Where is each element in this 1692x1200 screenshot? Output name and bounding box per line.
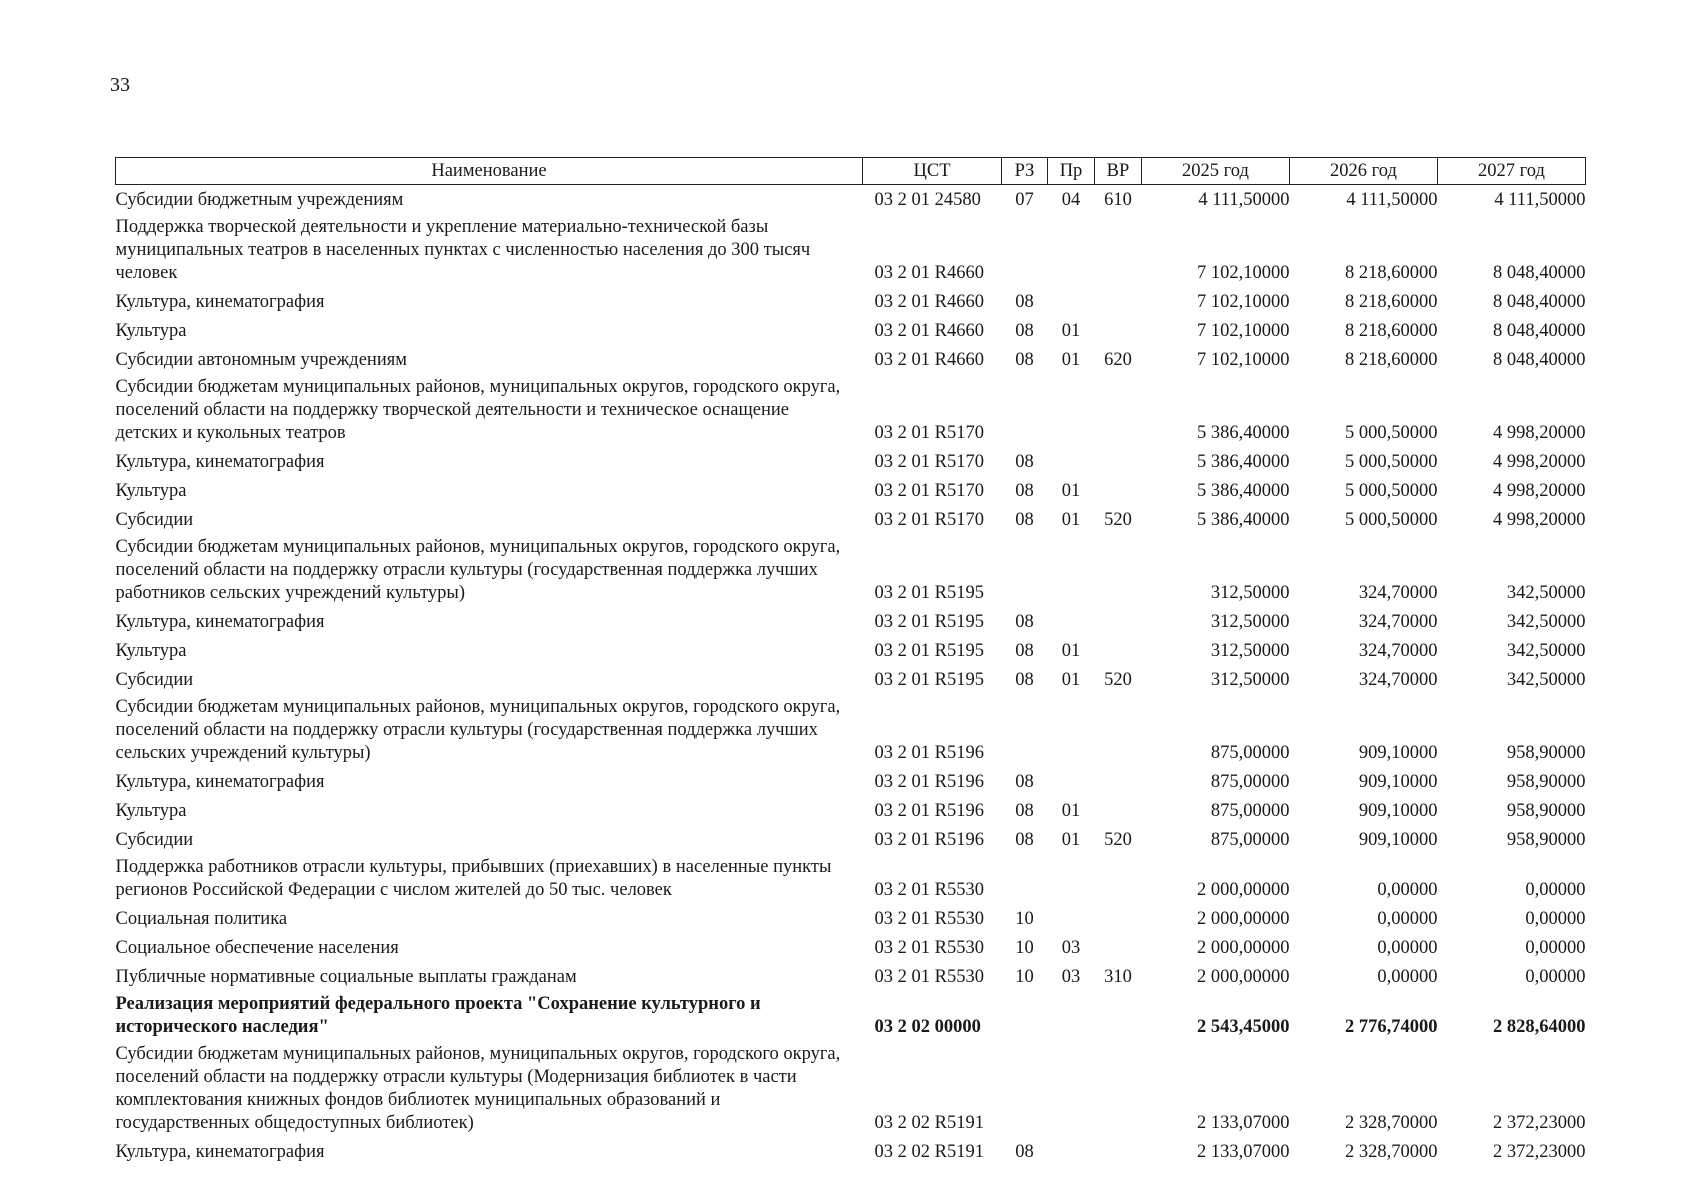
table-row [116,962,1586,991]
cell-2027: 4 998,20000 [1493,509,1586,530]
cell-vr [1095,447,1142,476]
cell-pr: 04 [1061,189,1081,210]
cell-rz: 08 [1015,509,1034,530]
cell-cst: 03 2 01 R5170 [874,509,984,530]
cell-2025: 7 102,10000 [1197,262,1290,283]
page-number: 33 [110,74,130,96]
cell-2027: 342,50000 [1506,582,1586,603]
cell-pr [1048,214,1095,287]
cell-name: Культура, кинематография [115,1141,325,1162]
cell-vr [1095,1137,1142,1166]
cell-name: Поддержка творческой деятельности и укрепление материально-технической базы муниципальных театров в населенных пунктах с численностью населения до 300 тысяч человек [115,216,811,283]
cell-rz: 08 [1015,800,1034,821]
cell-2025: 2 000,00000 [1197,937,1290,958]
cell-2026: 0,00000 [1377,879,1438,900]
cell-pr: 01 [1061,669,1081,690]
cell-2025: 2 133,07000 [1197,1112,1290,1133]
cell-2027: 342,50000 [1506,640,1586,661]
cell-rz: 08 [1015,451,1034,472]
cell-rz: 08 [1015,1141,1034,1162]
cell-rz: 08 [1015,771,1034,792]
cell-rz: 08 [1015,480,1034,501]
cell-cst: 03 2 02 R5191 [874,1112,984,1133]
table-body [116,185,1586,1166]
table-row [116,476,1586,505]
cell-cst: 03 2 01 R5195 [874,640,984,661]
header-year-2026: 2026 год [1290,158,1438,185]
cell-name: Субсидии бюджетным учреждениям [115,189,404,210]
cell-2025: 875,00000 [1210,800,1290,821]
cell-pr: 01 [1061,509,1081,530]
cell-cst: 03 2 02 R5191 [874,1141,984,1162]
cell-cst: 03 2 02 00000 [874,1016,981,1037]
table-row [116,636,1586,665]
header-year-2025: 2025 год [1142,158,1290,185]
cell-2026: 2 776,74000 [1345,1016,1438,1037]
header-name: Наименование [116,158,863,185]
cell-cst: 03 2 01 R5196 [874,771,984,792]
cell-rz [1002,534,1048,607]
cell-pr: 01 [1061,800,1081,821]
cell-2027: 8 048,40000 [1493,262,1586,283]
cell-cst: 03 2 01 R5195 [874,611,984,632]
cell-2026: 909,10000 [1358,771,1438,792]
cell-name: Социальная политика [115,908,288,929]
cell-cst: 03 2 01 R5170 [874,451,984,472]
cell-rz: 08 [1015,349,1034,370]
cell-2027: 342,50000 [1506,611,1586,632]
cell-pr [1048,287,1095,316]
cell-name: Субсидии [115,829,194,850]
cell-2027: 0,00000 [1525,908,1586,929]
cell-2025: 5 386,40000 [1197,480,1290,501]
cell-name: Субсидии бюджетам муниципальных районов, муниципальных округов, городского округа, поселений области на поддержку творческой деятельности и техническое оснащение детских и кукольных театров [115,376,841,443]
cell-2025: 312,50000 [1210,611,1290,632]
cell-name: Культура, кинематография [115,291,325,312]
cell-pr [1048,534,1095,607]
cell-cst: 03 2 01 R5196 [874,829,984,850]
cell-vr [1095,796,1142,825]
table-row [116,854,1586,904]
table-row [116,1137,1586,1166]
cell-2026: 909,10000 [1358,800,1438,821]
cell-2026: 0,00000 [1377,908,1438,929]
cell-2026: 5 000,50000 [1345,509,1438,530]
cell-name: Культура, кинематография [115,451,325,472]
cell-vr [1095,316,1142,345]
cell-pr [1048,767,1095,796]
cell-2027: 4 998,20000 [1493,451,1586,472]
table-row [116,694,1586,767]
cell-2025: 2 133,07000 [1197,1141,1290,1162]
cell-2026: 324,70000 [1358,611,1438,632]
cell-2027: 4 111,50000 [1494,189,1586,210]
cell-2026: 5 000,50000 [1345,451,1438,472]
cell-rz [1002,374,1048,447]
cell-2027: 0,00000 [1525,937,1586,958]
cell-2026: 324,70000 [1358,669,1438,690]
cell-2027: 4 998,20000 [1493,422,1586,443]
table-row [116,933,1586,962]
cell-2026: 909,10000 [1358,829,1438,850]
table-row [116,904,1586,933]
table-row [116,796,1586,825]
cell-name: Субсидии бюджетам муниципальных районов, муниципальных округов, городского округа, поселений области на поддержку отрасли культуры (государственная поддержка лучших работников сельских учреждений культуры) [115,536,841,603]
cell-vr [1095,636,1142,665]
header-pr: Пр [1048,158,1095,185]
budget-table [115,157,1586,1166]
cell-name: Публичные нормативные социальные выплаты гражданам [115,966,577,987]
cell-2026: 2 328,70000 [1345,1141,1438,1162]
cell-2025: 875,00000 [1210,771,1290,792]
cell-cst: 03 2 01 R4660 [874,262,984,283]
cell-cst: 03 2 01 R4660 [874,320,984,341]
cell-cst: 03 2 01 R4660 [874,349,984,370]
cell-name: Культура [115,480,187,501]
cell-name: Поддержка работников отрасли культуры, прибывших (приехавших) в населенные пункты регионов Российской Федерации с числом жителей до 50 тыс. человек [115,856,832,900]
cell-2027: 958,90000 [1506,742,1586,763]
cell-rz: 07 [1015,189,1034,210]
cell-rz [1002,694,1048,767]
cell-pr [1048,1137,1095,1166]
cell-vr [1095,476,1142,505]
cell-2026: 4 111,50000 [1346,189,1438,210]
cell-2025: 875,00000 [1210,742,1290,763]
cell-2025: 7 102,10000 [1197,320,1290,341]
cell-rz: 08 [1015,640,1034,661]
cell-2027: 958,90000 [1506,829,1586,850]
cell-cst: 03 2 01 R4660 [874,291,984,312]
cell-name: Культура [115,320,187,341]
header-cst: ЦСТ [863,158,1002,185]
table-row [116,1041,1586,1137]
table-row [116,991,1586,1041]
cell-pr: 01 [1061,320,1081,341]
cell-cst: 03 2 01 R5530 [874,966,984,987]
cell-vr: 520 [1104,829,1132,850]
table-row [116,214,1586,287]
cell-2027: 0,00000 [1525,879,1586,900]
cell-2026: 324,70000 [1358,640,1438,661]
cell-rz: 08 [1015,611,1034,632]
cell-cst: 03 2 01 R5195 [874,582,984,603]
cell-pr [1048,1041,1095,1137]
cell-2025: 4 111,50000 [1198,189,1290,210]
cell-pr: 03 [1061,966,1081,987]
cell-pr: 01 [1061,349,1081,370]
table-row [116,447,1586,476]
cell-2025: 875,00000 [1210,829,1290,850]
cell-2025: 7 102,10000 [1197,291,1290,312]
cell-2027: 2 828,64000 [1493,1016,1586,1037]
cell-2025: 2 543,45000 [1197,1016,1290,1037]
cell-pr: 01 [1061,829,1081,850]
table-row [116,316,1586,345]
cell-pr [1048,374,1095,447]
cell-vr: 610 [1104,189,1132,210]
cell-2027: 958,90000 [1506,800,1586,821]
cell-2025: 2 000,00000 [1197,966,1290,987]
cell-rz: 10 [1015,937,1034,958]
cell-cst: 03 2 01 R5530 [874,908,984,929]
cell-2027: 8 048,40000 [1493,320,1586,341]
cell-2026: 0,00000 [1377,966,1438,987]
cell-2025: 5 386,40000 [1197,509,1290,530]
table-row [116,185,1586,214]
cell-cst: 03 2 01 R5170 [874,480,984,501]
cell-vr: 520 [1104,509,1132,530]
cell-2025: 5 386,40000 [1197,451,1290,472]
budget-table-container [115,157,1585,1166]
cell-vr [1095,374,1142,447]
cell-2026: 8 218,60000 [1345,320,1438,341]
cell-vr [1095,694,1142,767]
table-row [116,345,1586,374]
cell-2027: 342,50000 [1506,669,1586,690]
cell-vr: 520 [1104,669,1132,690]
cell-2026: 8 218,60000 [1345,349,1438,370]
cell-vr [1095,214,1142,287]
cell-2026: 5 000,50000 [1345,480,1438,501]
table-row [116,374,1586,447]
cell-cst: 03 2 01 R5530 [874,937,984,958]
cell-2027: 958,90000 [1506,771,1586,792]
cell-vr [1095,991,1142,1041]
table-header [116,158,1586,185]
cell-name: Культура [115,800,187,821]
cell-2025: 2 000,00000 [1197,879,1290,900]
cell-rz [1002,1041,1048,1137]
header-rz: РЗ [1002,158,1048,185]
cell-2026: 2 328,70000 [1345,1112,1438,1133]
cell-2027: 4 998,20000 [1493,480,1586,501]
cell-2026: 0,00000 [1377,937,1438,958]
cell-name: Субсидии бюджетам муниципальных районов, муниципальных округов, городского округа, поселений области на поддержку отрасли культуры (Модернизация библиотек в части комплектования книжных фондов библиотек муниципальных образований и государственных общедоступных библиотек) [115,1043,841,1133]
cell-2026: 8 218,60000 [1345,291,1438,312]
cell-cst: 03 2 01 R5196 [874,742,984,763]
table-row [116,287,1586,316]
cell-name: Субсидии [115,509,194,530]
cell-pr [1048,904,1095,933]
cell-pr [1048,447,1095,476]
cell-vr [1095,854,1142,904]
cell-rz: 08 [1015,829,1034,850]
cell-pr [1048,854,1095,904]
cell-vr [1095,287,1142,316]
cell-rz [1002,991,1048,1041]
cell-pr [1048,607,1095,636]
cell-pr: 01 [1061,640,1081,661]
cell-pr: 03 [1061,937,1081,958]
cell-2025: 312,50000 [1210,640,1290,661]
cell-name: Субсидии [115,669,194,690]
cell-2026: 324,70000 [1358,582,1438,603]
cell-pr [1048,991,1095,1041]
cell-2027: 8 048,40000 [1493,291,1586,312]
cell-vr [1095,904,1142,933]
cell-2026: 5 000,50000 [1345,422,1438,443]
cell-cst: 03 2 01 24580 [874,189,981,210]
table-row [116,607,1586,636]
header-row [116,158,1586,185]
cell-2025: 312,50000 [1210,582,1290,603]
cell-name: Культура, кинематография [115,771,325,792]
cell-2025: 5 386,40000 [1197,422,1290,443]
cell-name: Культура, кинематография [115,611,325,632]
cell-cst: 03 2 01 R5196 [874,800,984,821]
cell-vr: 310 [1104,966,1132,987]
header-year-2027: 2027 год [1438,158,1586,185]
cell-2027: 0,00000 [1525,966,1586,987]
cell-vr [1095,534,1142,607]
cell-name: Субсидии бюджетам муниципальных районов, муниципальных округов, городского округа, поселений области на поддержку отрасли культуры (государственная поддержка лучших сельских учреждений культуры) [115,696,841,763]
cell-cst: 03 2 01 R5195 [874,669,984,690]
cell-name: Субсидии автономным учреждениям [115,349,407,370]
cell-vr [1095,933,1142,962]
cell-rz: 08 [1015,320,1034,341]
table-row [116,505,1586,534]
cell-vr [1095,607,1142,636]
table-row [116,665,1586,694]
cell-name: Социальное обеспечение населения [115,937,399,958]
cell-name: Культура [115,640,187,661]
cell-cst: 03 2 01 R5170 [874,422,984,443]
cell-rz: 08 [1015,291,1034,312]
cell-vr [1095,1041,1142,1137]
cell-rz [1002,854,1048,904]
cell-2027: 2 372,23000 [1493,1141,1586,1162]
cell-pr [1048,694,1095,767]
table-row [116,825,1586,854]
header-vr: ВР [1095,158,1142,185]
table-row [116,534,1586,607]
cell-2025: 312,50000 [1210,669,1290,690]
cell-vr: 620 [1104,349,1132,370]
table-row [116,767,1586,796]
cell-2025: 7 102,10000 [1197,349,1290,370]
cell-name: Реализация мероприятий федерального проекта "Сохранение культурного и исторического наследия" [115,993,761,1037]
cell-rz: 08 [1015,669,1034,690]
cell-rz: 10 [1015,966,1034,987]
cell-vr [1095,767,1142,796]
cell-2027: 8 048,40000 [1493,349,1586,370]
cell-2026: 909,10000 [1358,742,1438,763]
cell-2026: 8 218,60000 [1345,262,1438,283]
cell-cst: 03 2 01 R5530 [874,879,984,900]
cell-pr: 01 [1061,480,1081,501]
cell-rz [1002,214,1048,287]
cell-2025: 2 000,00000 [1197,908,1290,929]
cell-rz: 10 [1015,908,1034,929]
cell-2027: 2 372,23000 [1493,1112,1586,1133]
